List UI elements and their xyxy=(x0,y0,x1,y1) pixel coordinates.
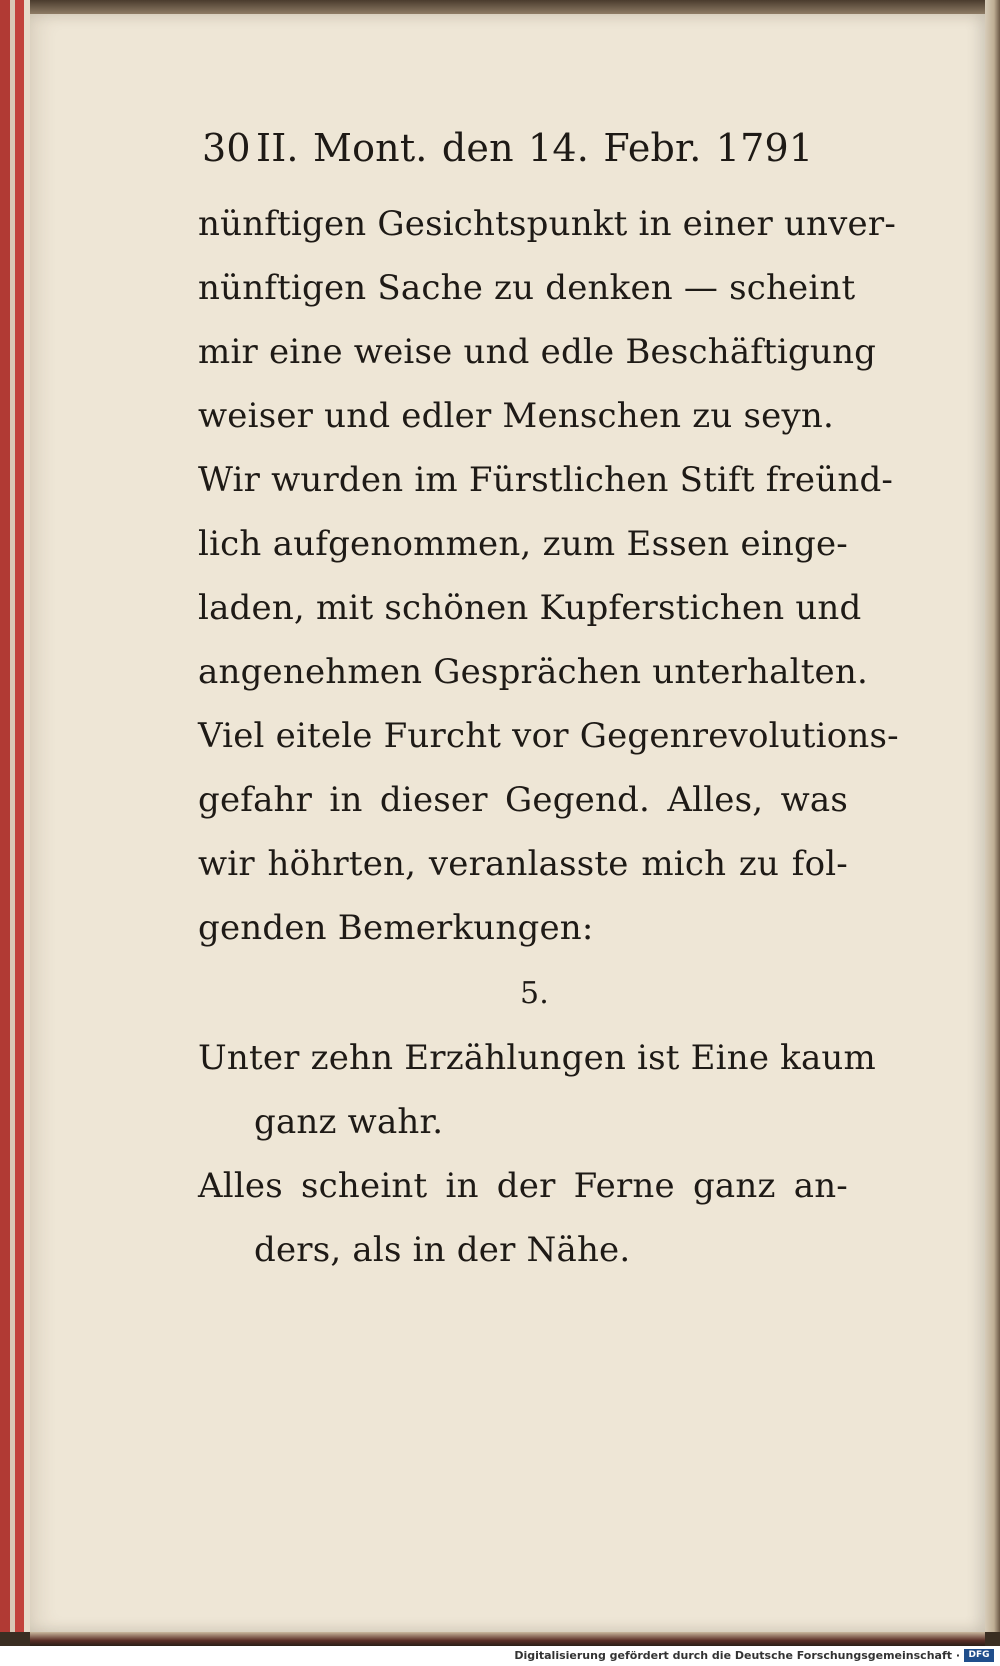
text-line: weiser und edler Menschen zu seyn. xyxy=(198,396,834,436)
text-line: wir höhrten, veranlasste mich zu fol- xyxy=(198,844,848,884)
text-line: angenehmen Gesprächen unterhalten. xyxy=(198,652,868,692)
text-line: mir eine weise und edle Beschäftigung xyxy=(198,332,877,372)
running-title: II. Mont. den 14. Febr. 1791 xyxy=(256,126,814,170)
book-edge-top xyxy=(30,0,985,14)
text-line: Viel eitele Furcht vor Gegenrevolutions- xyxy=(198,716,899,756)
text-line: laden, mit schönen Kupferstichen und xyxy=(198,588,862,628)
item-line: Unter zehn Erzählungen ist Eine kaum xyxy=(198,1038,876,1078)
book-edge-left xyxy=(0,0,30,1632)
text-line: nünftigen Gesichtspunkt in einer unver- xyxy=(198,204,897,244)
text-line: gefahr in dieser Gegend. Alles, was xyxy=(198,780,848,820)
text-line: nünftigen Sache zu denken — scheint xyxy=(198,268,856,308)
dfg-logo: DFG xyxy=(964,1649,994,1662)
text-line: genden Bemerkungen: xyxy=(198,908,594,948)
text-line: lich aufgenommen, zum Essen einge- xyxy=(198,524,848,564)
book-page xyxy=(30,14,985,1632)
book-edge-bottom xyxy=(30,1632,985,1646)
text-line: Wir wurden im Fürstlichen Stift freünd- xyxy=(198,460,894,500)
footer-bar xyxy=(0,1646,1000,1666)
item-line-continued: ders, als in der Nähe. xyxy=(254,1230,631,1270)
item-line-continued: ganz wahr. xyxy=(254,1102,444,1142)
footer-credit: Digitalisierung gefördert durch die Deutsche Forschungsgemeinschaft · xyxy=(514,1649,960,1662)
book-edge-right xyxy=(985,0,1000,1632)
page-number: 30 xyxy=(202,126,251,170)
section-number: 5. xyxy=(520,976,550,1011)
item-line: Alles scheint in der Ferne ganz an- xyxy=(198,1166,848,1206)
